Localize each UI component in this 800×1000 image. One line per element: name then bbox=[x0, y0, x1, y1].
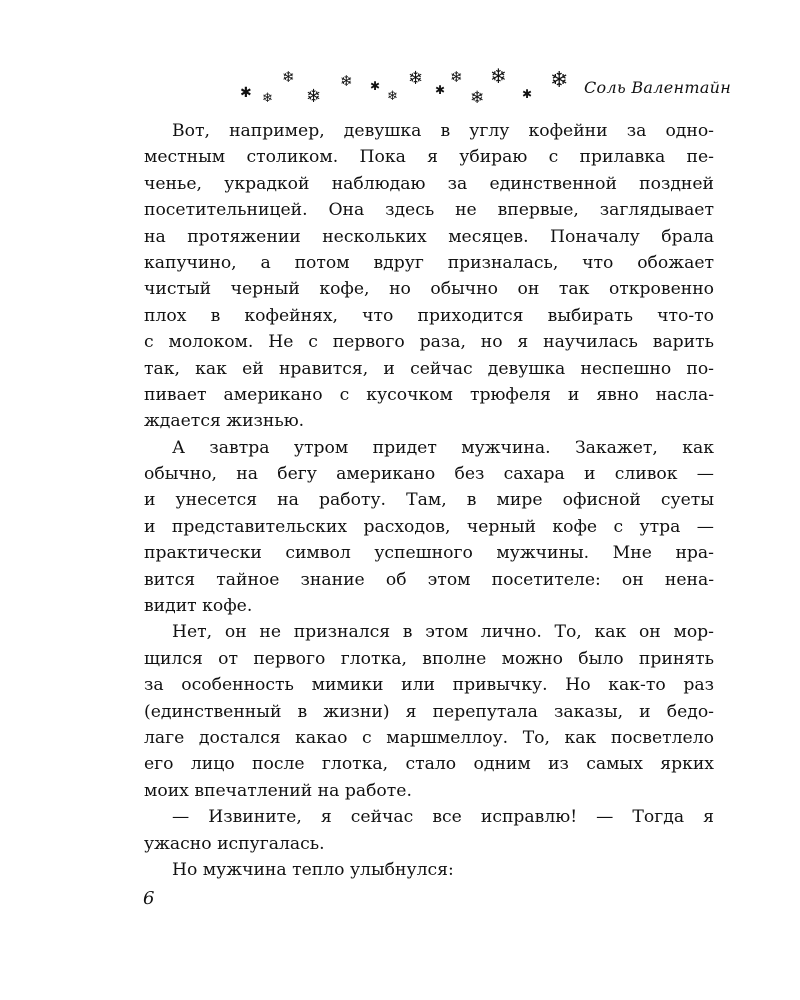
snowflake-icon: ❄ bbox=[490, 64, 507, 88]
snowflake-icon: ✱ bbox=[370, 79, 381, 93]
text-line: на протяжении нескольких месяцев. Поначалу брала bbox=[144, 226, 714, 247]
text-line: его лицо после глотка, стало одним из самых ярких bbox=[144, 754, 714, 775]
snowflake-icon: ❄ bbox=[262, 91, 273, 106]
text-line: обычно, на бегу американо без сахара и сливок — bbox=[144, 464, 714, 485]
text-line: лаге достался какао с маршмеллоу. То, как посветлело bbox=[144, 727, 714, 748]
text-line: моих впечатлений на работе. bbox=[144, 780, 412, 801]
text-line: вится тайное знание об этом посетителе: он нена- bbox=[144, 569, 714, 590]
author-name: Соль Валентайн bbox=[584, 78, 732, 97]
snowflake-icon: ✱ bbox=[522, 87, 533, 101]
text-line: Нет, он не признался в этом лично. То, как он мор- bbox=[172, 622, 714, 643]
text-line: Вот, например, девушка в углу кофейни за одно- bbox=[172, 121, 714, 141]
snowflake-ornament bbox=[230, 62, 569, 112]
text-line: Но мужчина тепло улыбнулся: bbox=[172, 859, 454, 880]
text-line: за особенность мимики или привычку. Но как-то раз bbox=[144, 675, 714, 696]
text-line: щился от первого глотка, вполне можно было принять bbox=[144, 648, 714, 669]
snowflake-icon: ❄ bbox=[340, 72, 353, 90]
text-line: видит кофе. bbox=[144, 596, 253, 617]
text-line: ждается жизнью. bbox=[144, 411, 305, 432]
page-number: 6 bbox=[143, 888, 155, 909]
snowflake-icon: ❄ bbox=[387, 89, 398, 104]
snowflake-icon: ❄ bbox=[450, 68, 463, 86]
snowflake-icon: ❄ bbox=[408, 68, 424, 89]
text-line: капучино, а потом вдруг призналась, что обожает bbox=[144, 252, 714, 273]
text-line: так, как ей нравится, и сейчас девушка неспешно по- bbox=[144, 358, 714, 379]
text-line: чистый черный кофе, но обычно он так откровенно bbox=[144, 279, 714, 300]
snowflake-icon: ❄ bbox=[470, 88, 485, 108]
text-line: посетительницей. Она здесь не впервые, заглядывает bbox=[144, 200, 714, 221]
text-line: пивает американо с кусочком трюфеля и явно насла- bbox=[144, 384, 714, 405]
text-line: местным столиком. Пока я убираю с прилавка пе- bbox=[144, 147, 714, 168]
snowflake-icon: ❄ bbox=[306, 86, 322, 107]
snowflake-icon: ✱ bbox=[240, 85, 252, 101]
text-line: — Извините, я сейчас все исправлю! — Тогда я bbox=[172, 807, 714, 828]
running-header bbox=[230, 62, 730, 112]
text-line: с молоком. Не с первого раза, но я научилась варить bbox=[144, 332, 714, 353]
text-line: плох в кофейнях, что приходится выбирать что-то bbox=[144, 305, 714, 326]
text-line: ужасно испугалась. bbox=[144, 833, 325, 854]
text-line: практически символ успешного мужчины. Мне нра- bbox=[144, 543, 714, 564]
text-line: и представительских расходов, черный кофе с утра — bbox=[144, 516, 714, 537]
snowflake-icon: ✱ bbox=[435, 83, 446, 97]
text-line: (единственный в жизни) я перепутала заказы, и бедо- bbox=[144, 701, 714, 722]
text-line: ченье, украдкой наблюдаю за единственной поздней bbox=[144, 173, 714, 194]
text-line: и унесется на работу. Там, в мире офисной суеты bbox=[144, 490, 714, 511]
body-text bbox=[144, 118, 714, 883]
text-line: А завтра утром придет мужчина. Закажет, как bbox=[172, 437, 714, 458]
snowflake-icon: ❄ bbox=[550, 68, 569, 93]
snowflake-icon: ❄ bbox=[282, 68, 295, 86]
